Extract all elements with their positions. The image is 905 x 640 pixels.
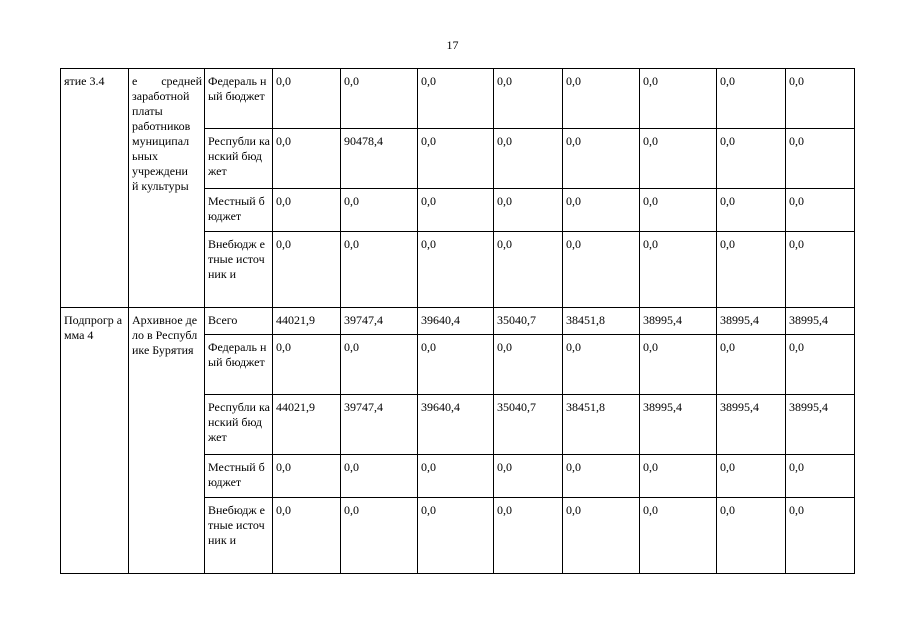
value-cell: 0,0: [717, 498, 786, 574]
value-cell: 0,0: [563, 129, 640, 189]
budget-table: [60, 68, 855, 574]
subprogram-name-cell: Архивное дело в Республике Бурятия: [129, 308, 205, 574]
value-cell: 0,0: [341, 69, 418, 129]
value-cell: 0,0: [786, 189, 855, 232]
value-cell: 0,0: [418, 189, 494, 232]
value-cell: 0,0: [786, 498, 855, 574]
funding-source-cell: Республи канский бюджет: [205, 395, 273, 455]
funding-source-cell: Федераль ный бюджет: [205, 335, 273, 395]
program-code-cell: Подпрогр амма 4: [61, 308, 129, 574]
value-cell: 0,0: [563, 335, 640, 395]
measure-name-line: е средней: [132, 74, 202, 88]
funding-source-cell: Местный бюджет: [205, 189, 273, 232]
value-cell: 0,0: [273, 455, 341, 498]
value-cell: 0,0: [341, 498, 418, 574]
value-cell: 0,0: [418, 69, 494, 129]
value-cell: 0,0: [494, 69, 563, 129]
value-cell: 39640,4: [418, 395, 494, 455]
measure-name-line: ьных: [132, 149, 158, 163]
value-cell: 0,0: [786, 69, 855, 129]
value-cell: 0,0: [341, 189, 418, 232]
value-cell: 44021,9: [273, 308, 341, 335]
value-cell: 0,0: [563, 232, 640, 308]
value-cell: 0,0: [418, 498, 494, 574]
value-cell: 0,0: [640, 189, 717, 232]
value-cell: 0,0: [273, 189, 341, 232]
funding-source-cell: Всего: [205, 308, 273, 335]
value-cell: 0,0: [273, 498, 341, 574]
table-body: [61, 69, 855, 574]
value-cell: 0,0: [640, 69, 717, 129]
funding-source-cell: Внебюдж етные источник и: [205, 232, 273, 308]
value-cell: 44021,9: [273, 395, 341, 455]
value-cell: 0,0: [341, 232, 418, 308]
value-cell: 35040,7: [494, 308, 563, 335]
measure-name-line: учреждени: [132, 164, 188, 178]
value-cell: 0,0: [717, 189, 786, 232]
value-cell: 0,0: [494, 498, 563, 574]
value-cell: 0,0: [786, 232, 855, 308]
value-cell: 0,0: [640, 335, 717, 395]
value-cell: 0,0: [563, 189, 640, 232]
value-cell: 38995,4: [640, 308, 717, 335]
value-cell: 0,0: [494, 189, 563, 232]
value-cell: 0,0: [494, 232, 563, 308]
value-cell: 0,0: [717, 455, 786, 498]
table-row: [61, 308, 855, 335]
value-cell: 0,0: [273, 69, 341, 129]
measure-name-line: заработной: [132, 89, 190, 103]
value-cell: 0,0: [418, 129, 494, 189]
value-cell: 0,0: [563, 498, 640, 574]
value-cell: 39747,4: [341, 308, 418, 335]
value-cell: 0,0: [494, 129, 563, 189]
value-cell: 0,0: [563, 69, 640, 129]
funding-source-cell: Внебюдж етные источник и: [205, 498, 273, 574]
value-cell: 0,0: [494, 335, 563, 395]
value-cell: 0,0: [563, 455, 640, 498]
value-cell: 35040,7: [494, 395, 563, 455]
value-cell: 0,0: [786, 335, 855, 395]
value-cell: 38995,4: [640, 395, 717, 455]
value-cell: 90478,4: [341, 129, 418, 189]
value-cell: 0,0: [341, 335, 418, 395]
value-cell: 0,0: [717, 69, 786, 129]
value-cell: 39747,4: [341, 395, 418, 455]
measure-name-line: работников: [132, 119, 191, 133]
value-cell: 0,0: [786, 455, 855, 498]
value-cell: 38451,8: [563, 395, 640, 455]
value-cell: 39640,4: [418, 308, 494, 335]
measure-name-line: й культуры: [132, 179, 189, 193]
value-cell: 0,0: [273, 129, 341, 189]
value-cell: 0,0: [640, 232, 717, 308]
value-cell: 0,0: [717, 335, 786, 395]
value-cell: 0,0: [786, 129, 855, 189]
value-cell: 38995,4: [717, 395, 786, 455]
value-cell: 0,0: [418, 455, 494, 498]
program-code-cell: ятие 3.4: [61, 69, 129, 308]
value-cell: 0,0: [640, 498, 717, 574]
measure-name-cell: [129, 69, 205, 308]
value-cell: 38995,4: [717, 308, 786, 335]
value-cell: 0,0: [640, 129, 717, 189]
value-cell: 0,0: [273, 232, 341, 308]
value-cell: 0,0: [418, 335, 494, 395]
value-cell: 0,0: [640, 455, 717, 498]
value-cell: 0,0: [717, 232, 786, 308]
measure-name-line: муниципал: [132, 134, 190, 148]
value-cell: 38995,4: [786, 395, 855, 455]
funding-source-cell: Федераль ный бюджет: [205, 69, 273, 129]
measure-name-line: платы: [132, 104, 163, 118]
value-cell: 0,0: [717, 129, 786, 189]
value-cell: 38995,4: [786, 308, 855, 335]
table-row: [61, 69, 855, 129]
value-cell: 38451,8: [563, 308, 640, 335]
value-cell: 0,0: [418, 232, 494, 308]
funding-source-cell: Местный бюджет: [205, 455, 273, 498]
funding-source-cell: Республи канский бюджет: [205, 129, 273, 189]
value-cell: 0,0: [273, 335, 341, 395]
value-cell: 0,0: [341, 455, 418, 498]
value-cell: 0,0: [494, 455, 563, 498]
page-number: 17: [446, 38, 459, 52]
